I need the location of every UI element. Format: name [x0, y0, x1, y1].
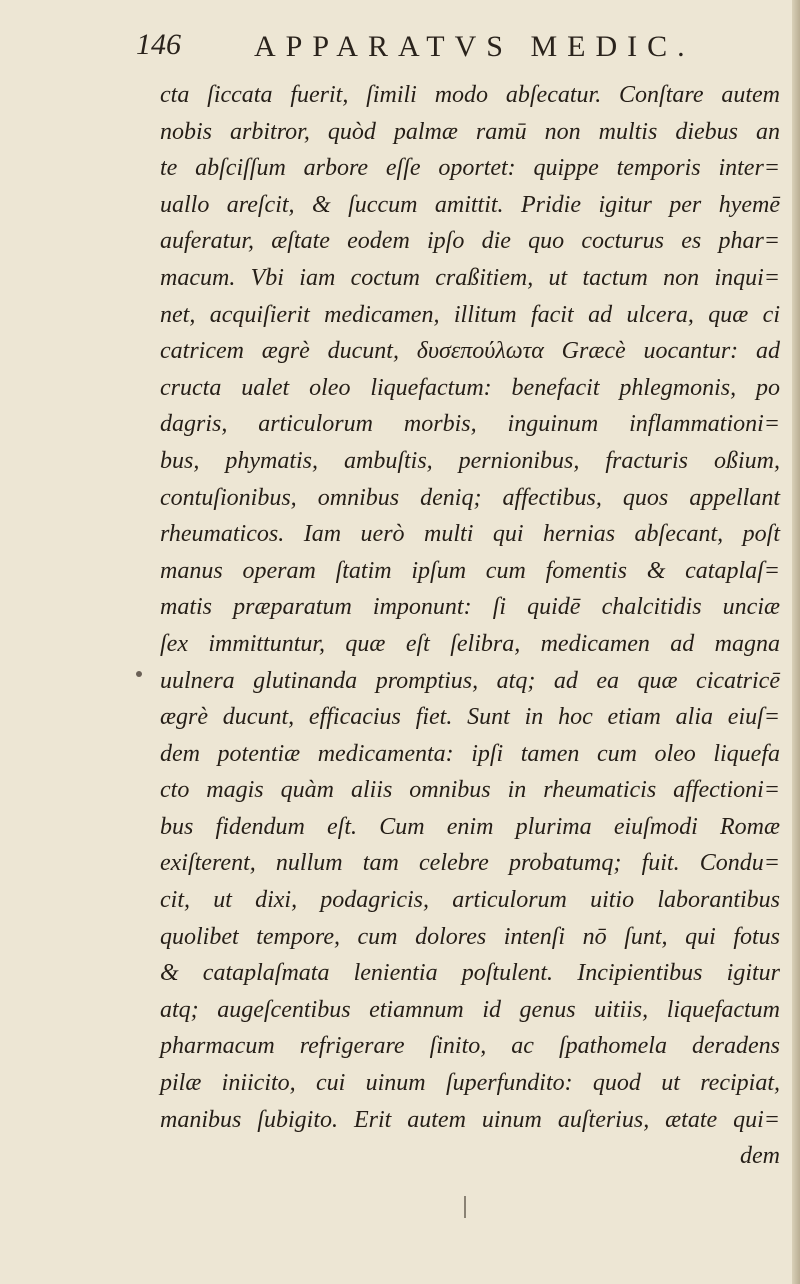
margin-dot	[136, 671, 142, 677]
text-line: contuſionibus, omnibus deniq; affectibus, quos appellant	[160, 484, 780, 511]
text-line: dem	[740, 1143, 780, 1170]
text-line: ægrè ducunt, efficacius fiet. Sunt in hoc etiam alia eiuſ=	[160, 704, 780, 731]
text-line: atq; augeſcentibus etiamnum id genus uitiis, liquefactum	[160, 996, 780, 1023]
text-line: ſex immittuntur, quæ eſt ſelibra, medicamen ad magna	[160, 630, 780, 657]
text-line: macum. Vbi iam coctum craßitiem, ut tactum non inqui=	[160, 264, 780, 291]
page-number: 146	[136, 28, 181, 61]
text-line: & cataplaſmata lenientia poſtulent. Incipientibus igitur	[160, 960, 780, 987]
text-line: exiſterent, nullum tam celebre probatumq; fuit. Condu=	[160, 850, 780, 877]
text-line: manibus ſubigito. Erit autem uinum auſterius, ætate qui=	[160, 1106, 780, 1133]
text-line: uallo areſcit, & ſuccum amittit. Pridie igitur per hyemē	[160, 191, 780, 218]
text-line: pilæ iniicito, cui uinum ſuperfundito: quod ut recipiat,	[160, 1070, 780, 1097]
text-line: te abſciſſum arbore eſſe oportet: quippe temporis inter=	[160, 155, 780, 182]
text-line: cit, ut dixi, podagricis, articulorum uitio laborantibus	[160, 887, 780, 914]
text-line: quolibet tempore, cum dolores intenſi nō ſunt, qui fotus	[160, 923, 780, 950]
text-line: bus, phymatis, ambuſtis, pernionibus, fracturis oßium,	[160, 447, 780, 474]
text-line: uulnera glutinanda promptius, atq; ad ea quæ cicatricē	[160, 667, 780, 694]
text-line: nobis arbitror, quòd palmæ ramū non multis diebus an	[160, 118, 780, 145]
ink-blot	[464, 1196, 466, 1218]
text-line: pharmacum refrigerare ſinito, ac ſpathomela deradens	[160, 1033, 780, 1060]
running-title: APPARATVS MEDIC.	[254, 30, 695, 63]
text-line: cta ſiccata fuerit, ſimili modo abſecatur. Conſtare autem	[160, 82, 780, 108]
text-line: dagris, articulorum morbis, inguinum inflammationi=	[160, 411, 780, 438]
page-edge	[792, 0, 800, 1284]
text-line: manus operam ſtatim ipſum cum fomentis & cataplaſ=	[160, 557, 780, 584]
text-line: matis præparatum imponunt: ſi quidē chalcitidis unciæ	[160, 594, 780, 621]
text-line: catricem ægrè ducunt, δυσεπούλωτα Græcè uocantur: ad	[160, 338, 780, 365]
body-text	[160, 77, 780, 1175]
text-line: rheumaticos. Iam uerò multi qui hernias abſecant, poſt	[160, 521, 780, 548]
text-line: dem potentiæ medicamenta: ipſi tamen cum oleo liquefa	[160, 740, 780, 767]
text-line: cto magis quàm aliis omnibus in rheumaticis affectioni=	[160, 777, 780, 804]
text-line: cructa ualet oleo liquefactum: benefacit phlegmonis, po	[160, 374, 780, 401]
text-line: bus fidendum eſt. Cum enim plurima eiuſmodi Romæ	[160, 813, 780, 840]
text-line: net, acquiſierit medicamen, illitum facit ad ulcera, quæ ci	[160, 301, 780, 328]
page-header	[136, 28, 736, 68]
text-line: auferatur, æſtate eodem ipſo die quo cocturus es phar=	[160, 228, 780, 255]
